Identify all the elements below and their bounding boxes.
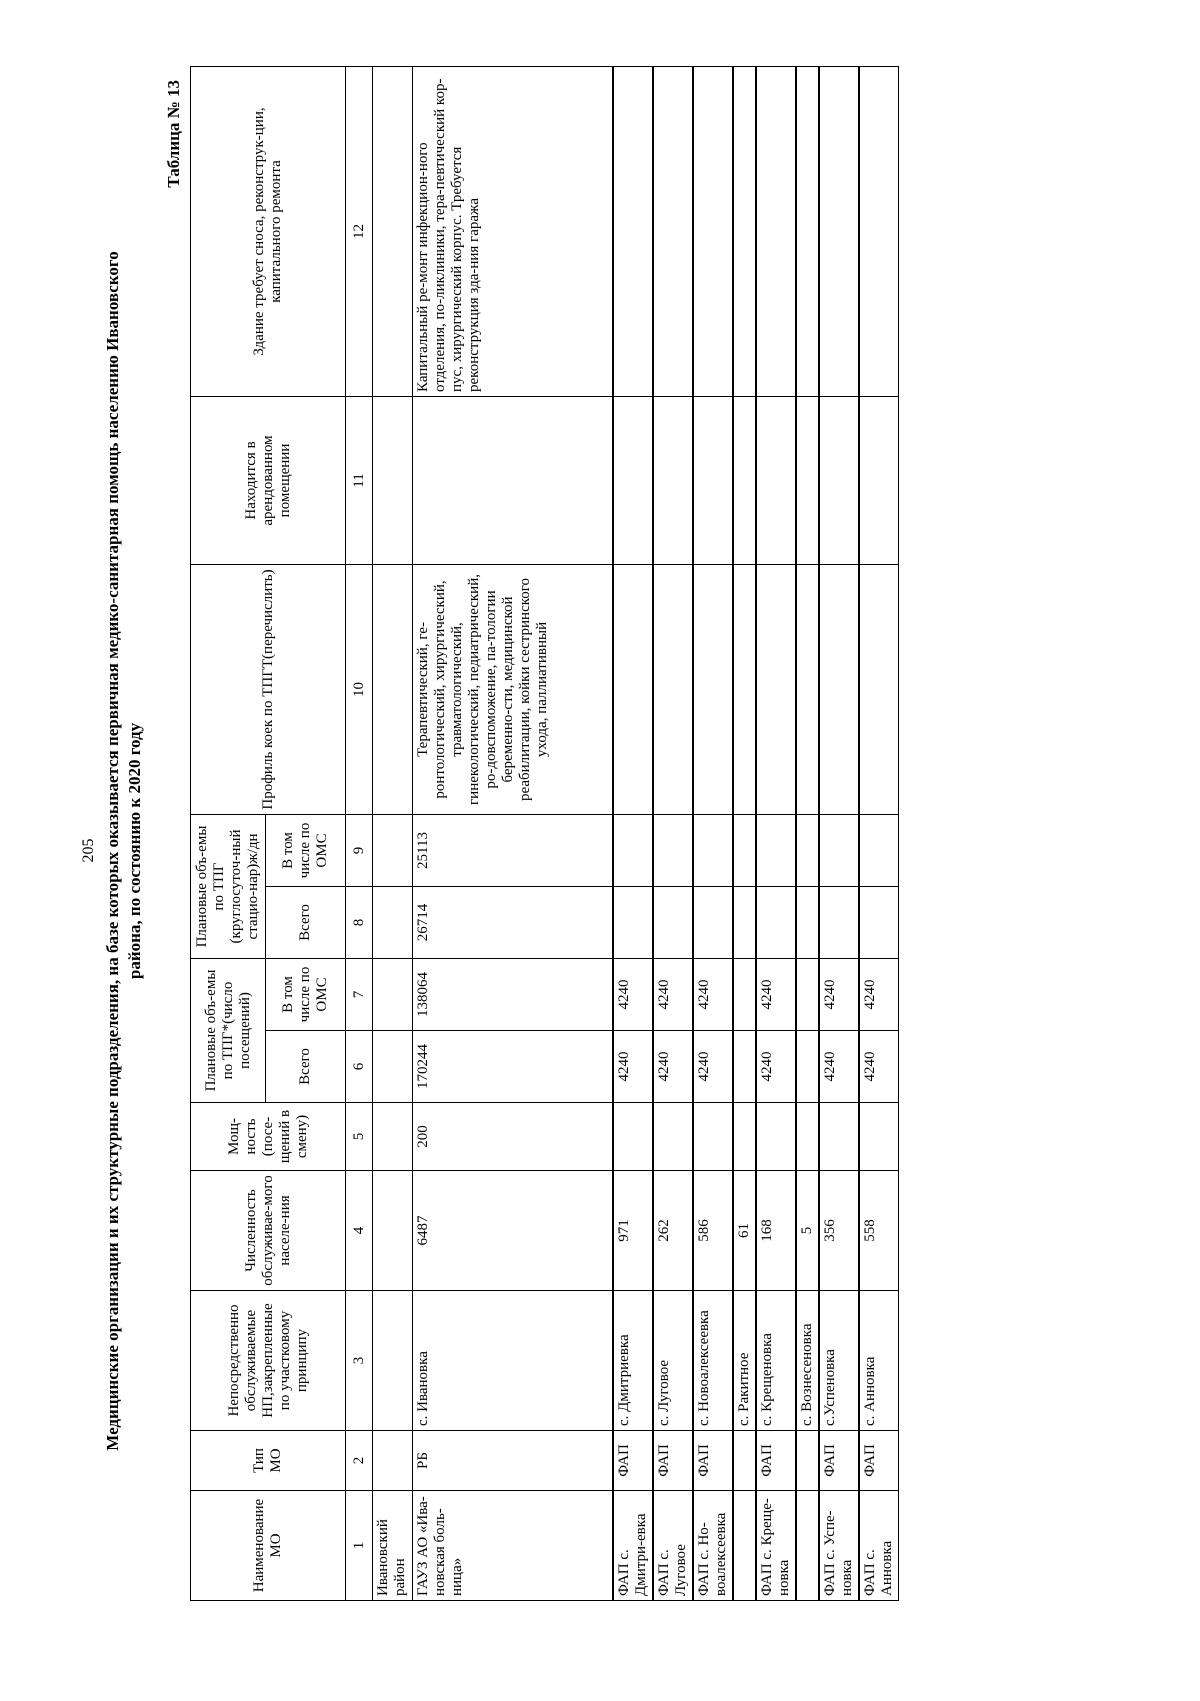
cell-mo-name [796, 1491, 819, 1601]
cell-visits-total: 4240 [859, 1031, 899, 1103]
cell-visits-oms [796, 959, 819, 1031]
cell-population: 61 [733, 1171, 756, 1291]
cell-repair [819, 66, 859, 396]
cell-mo-type: ФАП [819, 1431, 859, 1491]
title-line-2: района, по состоянию к 2020 году [125, 722, 144, 980]
title-line-1: Медицинские организации и их структурные подразделения, на базе которых оказывается первичная медико-санитарная помощь населению Ивановского [103, 251, 122, 1451]
cell-inpatient-oms: 25113 [413, 814, 613, 886]
cell-settlement: с. Новоалексеевка [693, 1291, 733, 1431]
cell-rented [693, 396, 733, 564]
cell-rented [859, 396, 899, 564]
cell-population: 586 [693, 1171, 733, 1291]
cell-repair [693, 66, 733, 396]
cell-capacity [653, 1103, 693, 1171]
cell-bed-profile: Терапевтический, ге-ронтологический, хирургический, травматологический, гинекологический, педиатрический, ро-довспоможение, па-тологии беременно-сти, медицинской реабилитации, койки сестринского ухода, паллиативный [413, 564, 613, 814]
header-visits-group: Плановые объ-емы по ТПГ*(число посещений) [191, 959, 266, 1103]
header-visits-oms: В том числе по ОМС [266, 959, 346, 1031]
cell-rented [819, 396, 859, 564]
cell-inpatient-total: 26714 [413, 887, 613, 959]
cell-mo-name: ФАП с. Анновка [859, 1491, 899, 1601]
table-row [613, 66, 653, 1600]
cell-inpatient-oms [819, 814, 859, 886]
header-settlements: Непосредственно обслуживаемые НП,закрепленные по участковому принципу [191, 1291, 346, 1431]
cell-rented [756, 396, 796, 564]
cell-population: 6487 [413, 1171, 613, 1291]
cell-inpatient-total [819, 887, 859, 959]
cell-population: 168 [756, 1171, 796, 1291]
colnum: 6 [346, 1031, 373, 1103]
header-inpatient-total: Всего [266, 887, 346, 959]
cell-bed-profile [613, 564, 653, 814]
district-name: Ивановский район [373, 1491, 413, 1601]
cell-population: 971 [613, 1171, 653, 1291]
cell-visits-oms: 138064 [413, 959, 613, 1031]
cell-inpatient-oms [733, 814, 756, 886]
page-title [102, 161, 146, 1541]
cell-repair [859, 66, 899, 396]
cell-settlement: с. Ракитное [733, 1291, 756, 1431]
table-row [859, 66, 899, 1600]
cell-mo-type: ФАП [653, 1431, 693, 1491]
cell-repair [796, 66, 819, 396]
cell-capacity [859, 1103, 899, 1171]
cell-mo-type: ФАП [756, 1431, 796, 1491]
header-visits-total: Всего [266, 1031, 346, 1103]
cell-visits-oms: 4240 [756, 959, 796, 1031]
cell-rented [653, 396, 693, 564]
cell-inpatient-total [653, 887, 693, 959]
cell-settlement: с. Анновка [859, 1291, 899, 1431]
cell-inpatient-total [733, 887, 756, 959]
header-population: Численность обслуживае-мого населе-ния [191, 1171, 346, 1291]
cell-bed-profile [796, 564, 819, 814]
cell-population: 5 [796, 1171, 819, 1291]
cell-repair: Капитальный ре-монт инфекцион-ного отделения, по-ликлиники, тера-певтический кор-пус, хирургический корпус. Требуется реконструкция зда-ния гаража [413, 66, 613, 396]
header-mo-name: Наименование МО [191, 1491, 346, 1601]
colnum: 7 [346, 959, 373, 1031]
cell-visits-total: 4240 [756, 1031, 796, 1103]
colnum: 12 [346, 66, 373, 396]
cell-mo-name: ФАП с. Успе-новка [819, 1491, 859, 1601]
table-row [819, 66, 859, 1600]
cell-inpatient-oms [613, 814, 653, 886]
colnum: 9 [346, 814, 373, 886]
cell-visits-total: 4240 [693, 1031, 733, 1103]
cell-capacity [613, 1103, 653, 1171]
cell-mo-name: ГАУЗ АО «Ива-новская боль-ница» [413, 1491, 613, 1601]
cell-settlement: с. Луговое [653, 1291, 693, 1431]
cell-visits-total: 4240 [653, 1031, 693, 1103]
cell-population: 262 [653, 1171, 693, 1291]
cell-capacity [733, 1103, 756, 1171]
header-repair: Здание требует сноса, реконструк-ции, капитального ремонта [191, 66, 346, 396]
cell-bed-profile [859, 564, 899, 814]
cell-inpatient-oms [693, 814, 733, 886]
colnum: 3 [346, 1291, 373, 1431]
header-mo-type: Тип МО [191, 1431, 346, 1491]
header-bed-profile: Профиль коек по ТПГТ(перечислить) [191, 564, 346, 814]
cell-capacity [819, 1103, 859, 1171]
cell-mo-name: ФАП с. Креще-новка [756, 1491, 796, 1601]
cell-inpatient-total [796, 887, 819, 959]
header-capacity: Мощ-ность (посе-щений в смену) [191, 1103, 346, 1171]
cell-mo-type: ФАП [693, 1431, 733, 1491]
cell-rented [733, 396, 756, 564]
cell-bed-profile [756, 564, 796, 814]
cell-mo-type: ФАП [613, 1431, 653, 1491]
table-row [756, 66, 796, 1600]
cell-bed-profile [693, 564, 733, 814]
cell-visits-oms: 4240 [859, 959, 899, 1031]
colnum: 11 [346, 396, 373, 564]
cell-repair [653, 66, 693, 396]
table-row [733, 66, 756, 1600]
cell-rented [796, 396, 819, 564]
cell-inpatient-oms [653, 814, 693, 886]
cell-bed-profile [653, 564, 693, 814]
cell-visits-oms: 4240 [693, 959, 733, 1031]
cell-inpatient-oms [796, 814, 819, 886]
colnum: 1 [346, 1491, 373, 1601]
cell-inpatient-total [859, 887, 899, 959]
column-numbers-row [346, 66, 373, 1600]
cell-settlement: с. Крещеновка [756, 1291, 796, 1431]
cell-mo-name: ФАП с. Дмитри-евка [613, 1491, 653, 1601]
cell-capacity: 200 [413, 1103, 613, 1171]
cell-inpatient-total [693, 887, 733, 959]
cell-visits-total [796, 1031, 819, 1103]
cell-inpatient-total [756, 887, 796, 959]
cell-inpatient-oms [859, 814, 899, 886]
page-number: 205 [80, 838, 97, 863]
cell-inpatient-total [613, 887, 653, 959]
colnum: 2 [346, 1431, 373, 1491]
cell-visits-oms: 4240 [653, 959, 693, 1031]
cell-repair [613, 66, 653, 396]
cell-visits-oms: 4240 [819, 959, 859, 1031]
header-inpatient-oms: В том числе по ОМС [266, 814, 346, 886]
cell-mo-name: ФАП с. Но-воалексеевка [693, 1491, 733, 1601]
district-row [373, 66, 413, 1600]
table-row [413, 66, 613, 1600]
table-row [693, 66, 733, 1600]
cell-population: 356 [819, 1171, 859, 1291]
cell-visits-total [733, 1031, 756, 1103]
cell-population: 558 [859, 1171, 899, 1291]
cell-visits-oms: 4240 [613, 959, 653, 1031]
cell-bed-profile [819, 564, 859, 814]
header-rented: Находится в арендованном помещении [191, 396, 346, 564]
cell-mo-name: ФАП с. Луговое [653, 1491, 693, 1601]
table-row [796, 66, 819, 1600]
cell-capacity [756, 1103, 796, 1171]
table-row [653, 66, 693, 1600]
cell-capacity [693, 1103, 733, 1171]
cell-repair [733, 66, 756, 396]
cell-mo-name [733, 1491, 756, 1601]
cell-settlement: с. Вознесеновка [796, 1291, 819, 1431]
cell-settlement: с. Ивановка [413, 1291, 613, 1431]
header-inpatient-group: Плановые объ-емы по ТПГ (круглосуточ-ный стацио-нар)ж/дн [191, 814, 266, 958]
cell-repair [756, 66, 796, 396]
cell-mo-type [796, 1431, 819, 1491]
cell-mo-type: ФАП [859, 1431, 899, 1491]
cell-visits-total: 4240 [613, 1031, 653, 1103]
cell-rented [613, 396, 653, 564]
cell-mo-type: РБ [413, 1431, 613, 1491]
colnum: 8 [346, 887, 373, 959]
table-number: Таблица № 13 [164, 80, 183, 188]
facilities-table [190, 66, 899, 1601]
cell-rented [413, 396, 613, 564]
cell-mo-type [733, 1431, 756, 1491]
cell-bed-profile [733, 564, 756, 814]
cell-visits-oms [733, 959, 756, 1031]
cell-settlement: с.Успеновка [819, 1291, 859, 1431]
colnum: 5 [346, 1103, 373, 1171]
cell-settlement: с. Дмитриевка [613, 1291, 653, 1431]
cell-visits-total: 170244 [413, 1031, 613, 1103]
cell-inpatient-oms [756, 814, 796, 886]
cell-visits-total: 4240 [819, 1031, 859, 1103]
cell-capacity [796, 1103, 819, 1171]
colnum: 10 [346, 564, 373, 814]
colnum: 4 [346, 1171, 373, 1291]
